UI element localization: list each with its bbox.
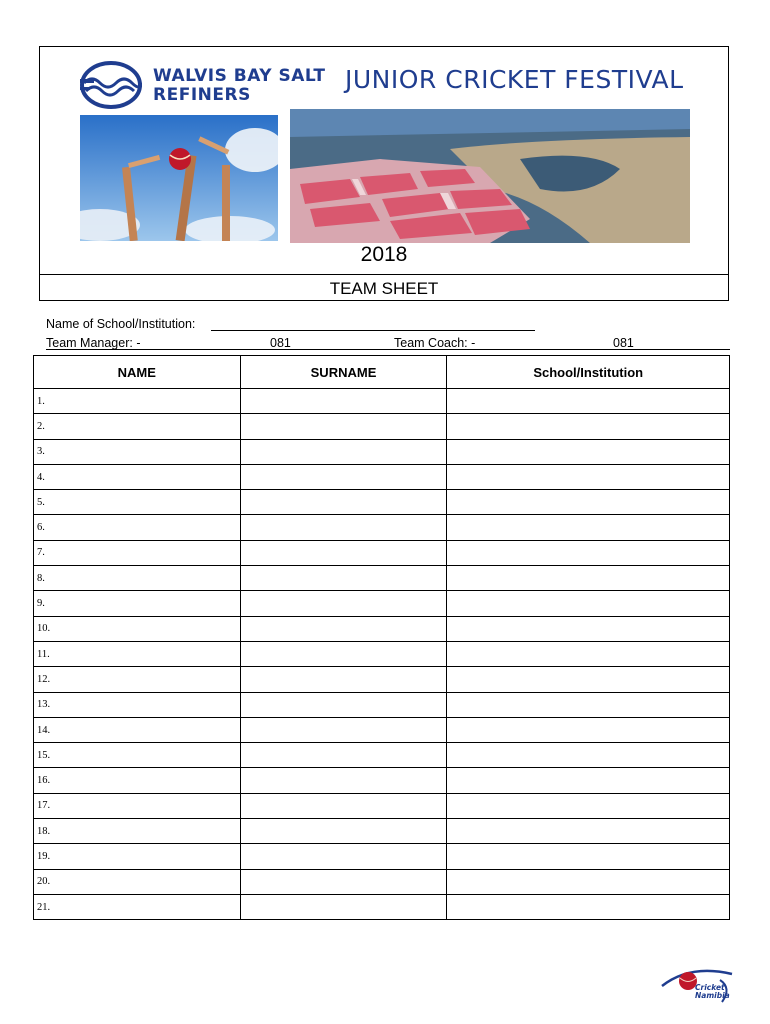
salt-pans-photo xyxy=(290,109,690,243)
school-cell[interactable] xyxy=(447,566,730,591)
school-cell[interactable] xyxy=(447,464,730,489)
table-row xyxy=(34,591,730,616)
name-cell[interactable]: 8. xyxy=(34,566,241,591)
name-cell[interactable]: 10. xyxy=(34,616,241,641)
surname-cell[interactable] xyxy=(240,768,447,793)
surname-cell[interactable] xyxy=(240,894,447,919)
table-row xyxy=(34,793,730,818)
table-header-row xyxy=(34,356,730,389)
name-cell[interactable]: 19. xyxy=(34,844,241,869)
sheet-title: TEAM SHEET xyxy=(329,279,439,298)
school-cell[interactable] xyxy=(447,894,730,919)
table-row xyxy=(34,743,730,768)
festival-title: JUNIOR CRICKET FESTIVAL xyxy=(345,65,684,94)
name-cell[interactable]: 15. xyxy=(34,743,241,768)
table-row xyxy=(34,464,730,489)
header-school: School/Institution xyxy=(447,356,730,389)
school-cell[interactable] xyxy=(447,869,730,894)
school-cell[interactable] xyxy=(447,667,730,692)
school-cell[interactable] xyxy=(447,414,730,439)
team-roster-table xyxy=(33,355,730,920)
school-cell[interactable] xyxy=(447,717,730,742)
table-row xyxy=(34,717,730,742)
school-cell[interactable] xyxy=(447,490,730,515)
school-label: Name of School/Institution: xyxy=(46,317,196,331)
table-row xyxy=(34,869,730,894)
table-row xyxy=(34,616,730,641)
table-row xyxy=(34,515,730,540)
name-cell[interactable]: 11. xyxy=(34,641,241,666)
name-cell[interactable]: 12. xyxy=(34,667,241,692)
brand-name: WALVIS BAY SALT REFINERS xyxy=(153,66,326,105)
surname-cell[interactable] xyxy=(240,490,447,515)
table-row xyxy=(34,389,730,414)
header-surname: SURNAME xyxy=(240,356,447,389)
surname-cell[interactable] xyxy=(240,389,447,414)
surname-cell[interactable] xyxy=(240,439,447,464)
surname-cell[interactable] xyxy=(240,566,447,591)
table-row xyxy=(34,844,730,869)
surname-cell[interactable] xyxy=(240,540,447,565)
surname-cell[interactable] xyxy=(240,464,447,489)
name-cell[interactable]: 21. xyxy=(34,894,241,919)
cricket-stumps-photo xyxy=(80,115,278,241)
name-cell[interactable]: 2. xyxy=(34,414,241,439)
name-cell[interactable]: 14. xyxy=(34,717,241,742)
surname-cell[interactable] xyxy=(240,667,447,692)
header-divider xyxy=(40,274,728,275)
table-row xyxy=(34,692,730,717)
name-cell[interactable]: 20. xyxy=(34,869,241,894)
name-cell[interactable]: 7. xyxy=(34,540,241,565)
name-cell[interactable]: 3. xyxy=(34,439,241,464)
surname-cell[interactable] xyxy=(240,819,447,844)
surname-cell[interactable] xyxy=(240,641,447,666)
surname-cell[interactable] xyxy=(240,844,447,869)
surname-cell[interactable] xyxy=(240,515,447,540)
surname-cell[interactable] xyxy=(240,692,447,717)
school-field[interactable] xyxy=(211,330,535,331)
surname-cell[interactable] xyxy=(240,793,447,818)
school-cell[interactable] xyxy=(447,616,730,641)
manager-label: Team Manager: - xyxy=(46,336,141,350)
name-cell[interactable]: 5. xyxy=(34,490,241,515)
school-cell[interactable] xyxy=(447,768,730,793)
header-box xyxy=(39,46,729,301)
school-cell[interactable] xyxy=(447,515,730,540)
table-row xyxy=(34,540,730,565)
manager-phone: 081 xyxy=(270,336,291,350)
table-row xyxy=(34,641,730,666)
table-row xyxy=(34,490,730,515)
footer-logo-text: Cricket Namibia xyxy=(695,983,730,1000)
table-row xyxy=(34,894,730,919)
surname-cell[interactable] xyxy=(240,869,447,894)
school-cell[interactable] xyxy=(447,540,730,565)
school-cell[interactable] xyxy=(447,591,730,616)
name-cell[interactable]: 13. xyxy=(34,692,241,717)
school-cell[interactable] xyxy=(447,389,730,414)
table-row xyxy=(34,566,730,591)
name-cell[interactable]: 18. xyxy=(34,819,241,844)
school-cell[interactable] xyxy=(447,743,730,768)
school-cell[interactable] xyxy=(447,439,730,464)
salt-refiners-logo-icon xyxy=(80,61,142,109)
coach-phone: 081 xyxy=(613,336,634,350)
school-cell[interactable] xyxy=(447,844,730,869)
header-name: NAME xyxy=(34,356,241,389)
school-cell[interactable] xyxy=(447,641,730,666)
year: 2018 xyxy=(360,243,408,266)
name-cell[interactable]: 1. xyxy=(34,389,241,414)
name-cell[interactable]: 9. xyxy=(34,591,241,616)
school-cell[interactable] xyxy=(447,793,730,818)
school-cell[interactable] xyxy=(447,692,730,717)
surname-cell[interactable] xyxy=(240,591,447,616)
table-row xyxy=(34,768,730,793)
surname-cell[interactable] xyxy=(240,717,447,742)
surname-cell[interactable] xyxy=(240,743,447,768)
table-row xyxy=(34,414,730,439)
name-cell[interactable]: 4. xyxy=(34,464,241,489)
coach-label: Team Coach: - xyxy=(394,336,476,350)
surname-cell[interactable] xyxy=(240,616,447,641)
name-cell[interactable]: 16. xyxy=(34,768,241,793)
school-cell[interactable] xyxy=(447,819,730,844)
table-row xyxy=(34,667,730,692)
table-row xyxy=(34,819,730,844)
surname-cell[interactable] xyxy=(240,414,447,439)
name-cell[interactable]: 17. xyxy=(34,793,241,818)
name-cell[interactable]: 6. xyxy=(34,515,241,540)
table-row xyxy=(34,439,730,464)
